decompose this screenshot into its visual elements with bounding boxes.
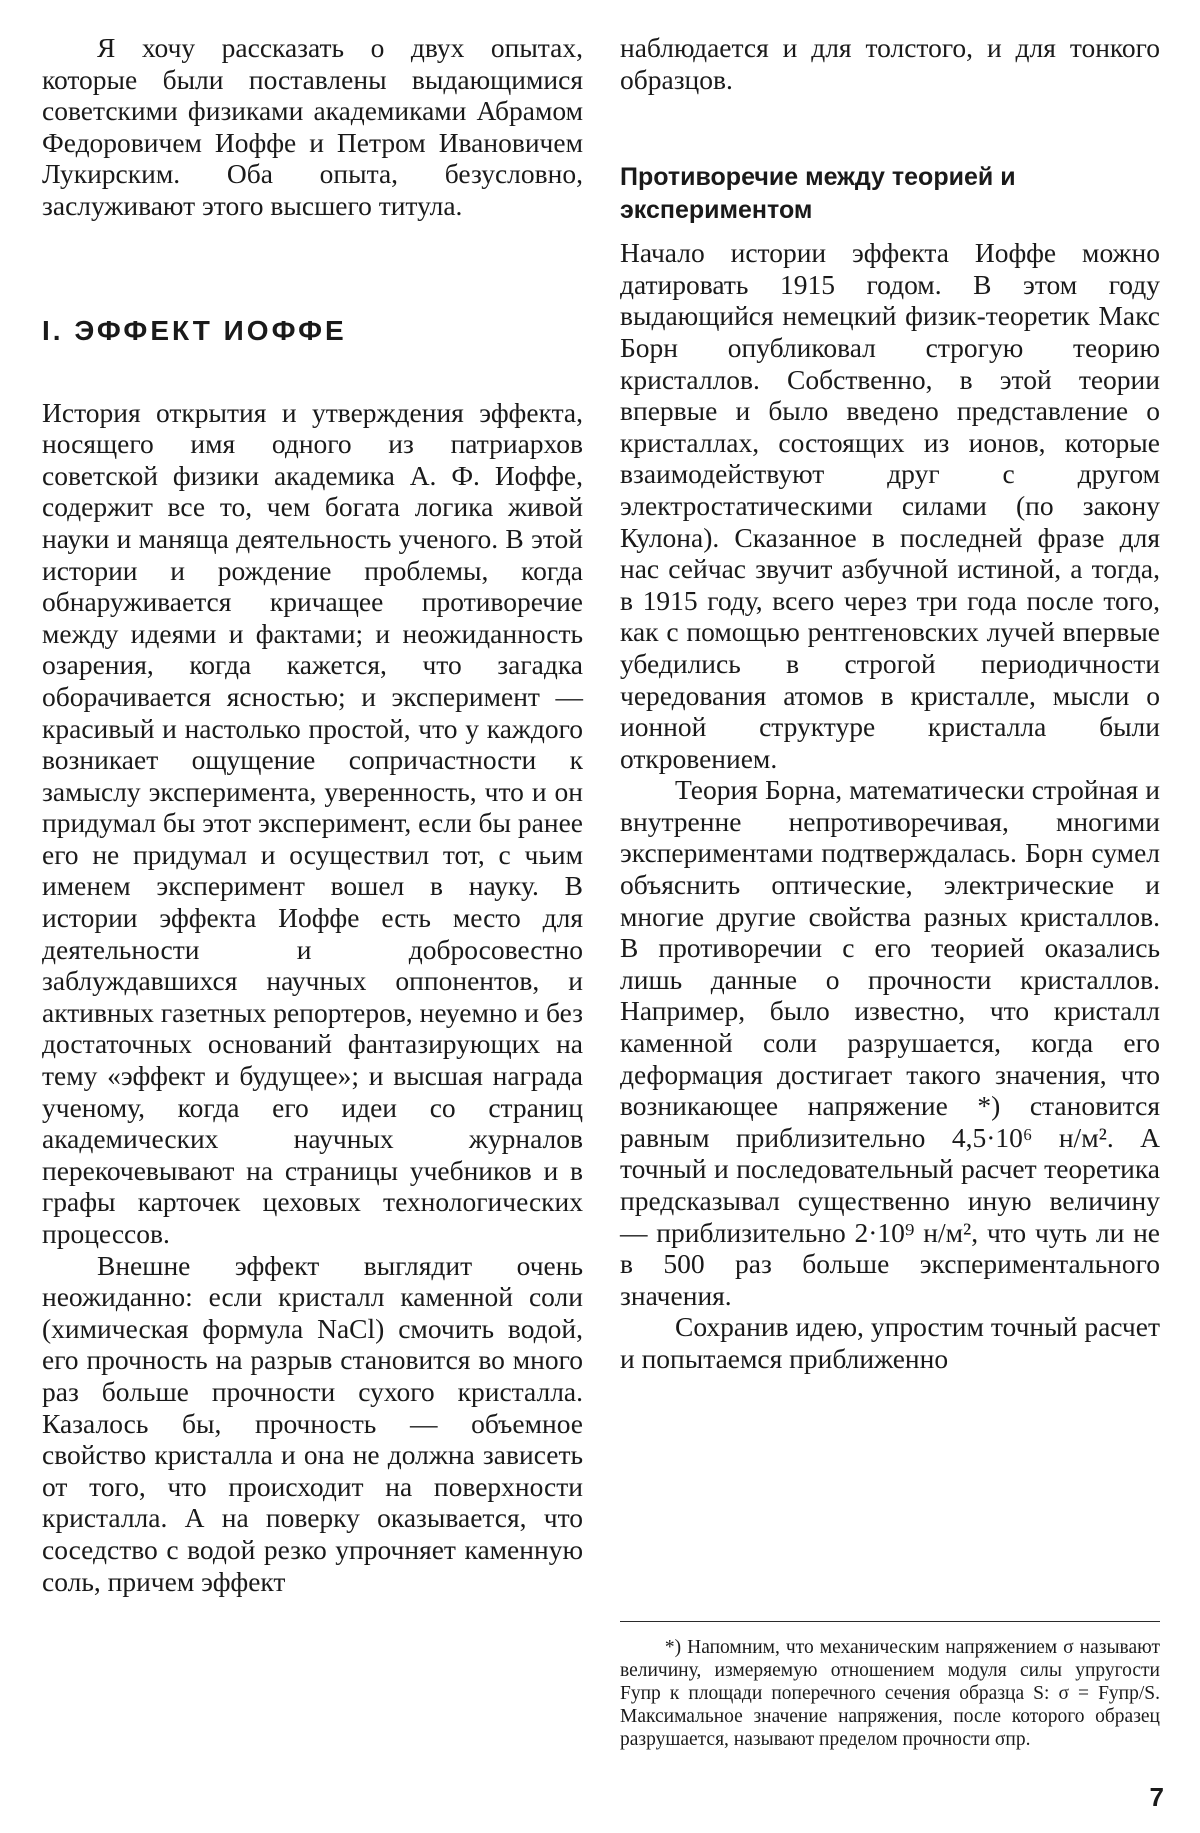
footnote: *) Напомним, что механическим напряжением σ называют величину, измеряемую отношением модуля силы упругости Fупр к площади поперечного сечения образца S: σ = Fупр/S. Максимальное значение напряжения, после которого образец разрушается, называют пределом прочности σпр.: [620, 1637, 1160, 1750]
right-column: [620, 32, 1160, 1375]
subsection-title: Противоречие между теорией и экспериментом: [620, 163, 1016, 225]
body-paragraph: История открытия и утверждения эффекта, носящего имя одного из патриархов советской физики академика А. Ф. Иоффе, содержит все то, чем богата логика живой науки и маняща деятельность ученого. В этой истории и рождение проблемы, когда обнаруживается кричащее противоречие между идеями и фактами; и неожиданность озарения, когда кажется, что загадка оборачивается ясностью; и эксперимент — красивый и настолько простой, что у каждого возникает ощущение сопричастности к замыслу эксперимента, уверенность, что и он придумал бы этот эксперимент, если бы ранее его не придумал и осуществил тот, с чьим именем эксперимент вошел в науку. В истории эффекта Иоффе есть место для деятельности и добросовестно заблуждавшихся научных оппонентов, и активных газетных репортеров, неуемно и без достаточных оснований фантазирующих на тему «эффект и будущее»; и высшая награда ученому, когда его идеи со страниц академических научных журналов перекочевывают на страницы учебников и в графы карточек цеховых технологических процессов.: [42, 396, 583, 1249]
intro-paragraph: Я хочу рассказать о двух опытах, которые были поставлены выдающимися советскими физиками академиками Абрамом Федоровичем Иоффе и Петром Ивановичем Лукирским. Оба опыта, безусловно, заслуживают этого высшего титула.: [42, 32, 583, 221]
page-number: 7: [1149, 1782, 1164, 1812]
body-paragraph: Теория Борна, математически стройная и внутренне непротиворечивая, многими экспериментами подтверждалась. Борн сумел объяснить оптические, электрические и многие другие свойства разных кристаллов. В противоречии с его теорией оказались лишь данные о прочности кристаллов. Например, было известно, что кристалл каменной соли разрушается, когда его деформация достигает такого значения, что возникающее напряжение *) становится равным приблизительно 4,5·10⁶ н/м². А точный и последовательный расчет теоретика предсказывал существенно иную величину — приблизительно 2·10⁹ н/м², что чуть ли не в 500 раз больше экспериментального значения.: [620, 774, 1160, 1311]
body-paragraph: Сохранив идею, упростим точный расчет и попытаемся приближенно: [620, 1311, 1160, 1374]
left-column: [42, 32, 583, 1597]
body-paragraph: Внешне эффект выглядит очень неожиданно: если кристалл каменной соли (химическая формула NaCl) смочить водой, его прочность на разрыв становится во много раз больше прочности сухого кристалла. Казалось бы, прочность — объемное свойство кристалла и она не должна зависеть от того, что происходит на поверхности кристалла. А на поверку оказывается, что соседство с водой резко упрочняет каменную соль, причем эффект: [42, 1249, 583, 1597]
footnote-divider: [620, 1621, 1160, 1622]
continuation-paragraph: наблюдается и для толстого, и для тонкого образцов.: [620, 32, 1160, 95]
section-title: I. ЭФФЕКТ ИОФФЕ: [42, 314, 347, 346]
body-paragraph: Начало истории эффекта Иоффе можно датировать 1915 годом. В этом году выдающийся немецкий физик-теоретик Макс Борн опубликовал строгую теорию кристаллов. Собственно, в этой теории впервые и было введено представление о кристаллах, состоящих из ионов, которые взаимодействуют друг с другом электростатическими силами (по закону Кулона). Сказанное в последней фразе для нас сейчас звучит азбучной истиной, а тогда, в 1915 году, всего через три года после того, как с помощью рентгеновских лучей впервые убедились в строгой периодичности чередования атомов в кристалле, мысли о ионной структуре кристалла были откровением.: [620, 237, 1160, 774]
